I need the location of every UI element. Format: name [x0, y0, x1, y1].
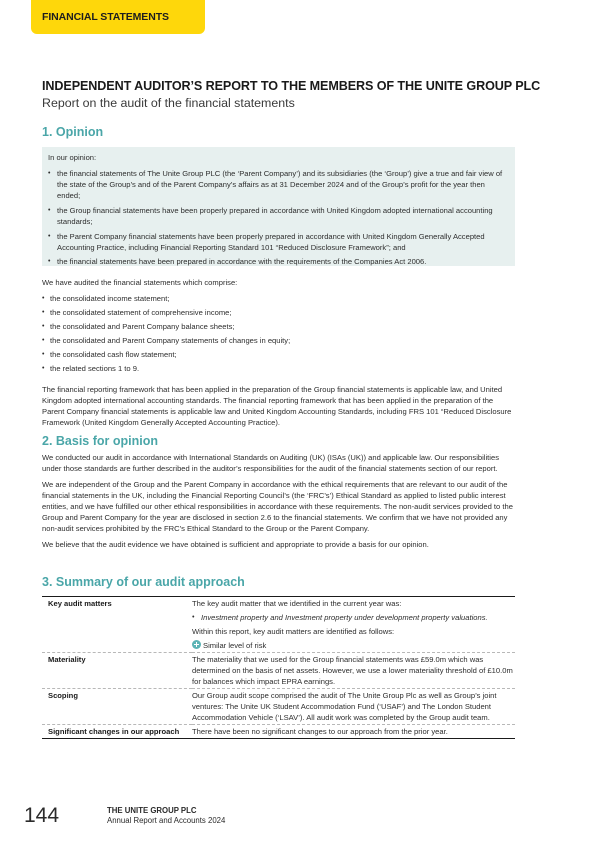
list-item: • the consolidated and Parent Company balance sheets; — [42, 321, 515, 332]
row-value: There have been no significant changes to our approach from the prior year. — [192, 725, 515, 739]
risk-legend-label: Similar level of risk — [203, 641, 267, 650]
basis-paragraph: We are independent of the Group and the Parent Company in accordance with the ethical requirements that are relevant to our audit of the financial statements in the UK, including the Financial Reporting Council’s (the ‘FRC’s’) Ethical Standard as applied to listed public interest entities, and we have fulfilled our other ethical responsibilities in accordance with these requirements. The non-audit services provided to the Group and Parent Company for the year are disclosed in section 2.6 to the financial statements. We confirm that we have not provided any non-audit services prohibited by the FRC’s Ethical Standard to the Group or the Parent Company. — [42, 480, 513, 533]
basis-paragraph: We conducted our audit in accordance with International Standards on Auditing (UK) (ISAs (UK)) and applicable law. Our responsibilities under those standards are further described in the auditor’s responsibilities for the audit of the financial statements section of our report. — [42, 453, 499, 473]
basis-paragraph: We believe that the audit evidence we have obtained is sufficient and appropriate to provide a basis for our opinion. — [42, 540, 429, 549]
table-row — [42, 689, 515, 725]
page-title: INDEPENDENT AUDITOR’S REPORT TO THE MEMBERS OF THE UNITE GROUP PLC — [42, 79, 541, 93]
audited-statements-list — [42, 277, 515, 377]
section-tab-label: FINANCIAL STATEMENTS — [42, 11, 169, 23]
table-row — [42, 653, 515, 689]
footer-report-title: Annual Report and Accounts 2024 — [107, 816, 226, 825]
section-heading-opinion: 1. Opinion — [42, 125, 104, 139]
audit-approach-table — [42, 596, 515, 739]
basis-paragraphs — [42, 452, 515, 555]
row-key: Scoping — [42, 689, 192, 725]
report-header — [42, 78, 541, 111]
framework-paragraph — [42, 384, 515, 428]
page-number: 144 — [24, 804, 60, 827]
row-key: Key audit matters — [48, 599, 112, 608]
row-value — [192, 597, 515, 653]
table-row — [42, 725, 515, 739]
row-key: Materiality — [42, 653, 192, 689]
section-heading-summary: 3. Summary of our audit approach — [42, 575, 245, 589]
kam-intro: The key audit matter that we identified in the current year was: — [192, 599, 402, 608]
framework-text: The financial reporting framework that has been applied in the preparation of the Group financial statements is applicable law, and United Kingdom adopted international accounting standards. The financial reporting framework that has been applied in the preparation of the Parent Company financial statements is applicable law and United Kingdom Accounting Standards, including FRS 101 “Reduced Disclosure Framework (United Kingdom Generally Accepted Accounting Practice). — [42, 385, 512, 427]
footer-company: THE UNITE GROUP PLC — [107, 806, 197, 815]
opinion-bullet: • the Group financial statements have been properly prepared in accordance with United Kingdom adopted international accounting standards; — [48, 205, 509, 227]
audited-intro: We have audited the financial statements which comprise: — [42, 278, 238, 287]
row-key: Significant changes in our approach — [42, 725, 192, 739]
plus-circle-icon — [192, 640, 201, 649]
opinion-intro: In our opinion: — [48, 153, 97, 162]
row-value: Our Group audit scope comprised the audit of The Unite Group Plc as well as Group’s joint ventures: The Unite UK Student Accommodation Fund (‘USAF’) and The London Student Accommodation Vehicle (‘LSAV’). All audit work was completed by the Group audit team. — [192, 689, 515, 725]
section-heading-basis: 2. Basis for opinion — [42, 434, 158, 448]
list-item: • the consolidated and Parent Company statements of changes in equity; — [42, 335, 515, 346]
list-item: • the consolidated cash flow statement; — [42, 349, 515, 360]
kam-bullet: • Investment property and Investment property under development property valuations. — [192, 612, 515, 623]
list-item: • the related sections 1 to 9. — [42, 363, 515, 374]
opinion-bullet: • the financial statements have been prepared in accordance with the requirements of the Companies Act 2006. — [48, 256, 509, 267]
opinion-bullet: • the financial statements of The Unite Group PLC (the ‘Parent Company’) and its subsidiaries (the ‘Group’) give a true and fair view of the state of the Group’s and of the Parent Company’s affairs as at 31 December 2024 and of the Group’s profit for the year then ended; — [48, 168, 509, 201]
list-item: • the consolidated statement of comprehensive income; — [42, 307, 515, 318]
row-value: The materiality that we used for the Group financial statements was £59.0m which was determined on the basis of net assets. However, we use a lower materiality threshold of £10.0m for balances which impact EPRA earnings. — [192, 653, 515, 689]
kam-identified: Within this report, key audit matters are identified as follows: — [192, 627, 395, 636]
list-item: • the consolidated income statement; — [42, 293, 515, 304]
table-row — [42, 597, 515, 653]
opinion-box — [42, 147, 515, 266]
section-tab — [31, 0, 205, 34]
opinion-bullet: • the Parent Company financial statements have been properly prepared in accordance with United Kingdom Generally Accepted Accounting Practice, including Financial Reporting Standard 101 “Reduced Disclosure Framework”; and — [48, 231, 509, 253]
risk-legend — [192, 640, 515, 651]
page-subtitle: Report on the audit of the financial statements — [42, 96, 295, 110]
